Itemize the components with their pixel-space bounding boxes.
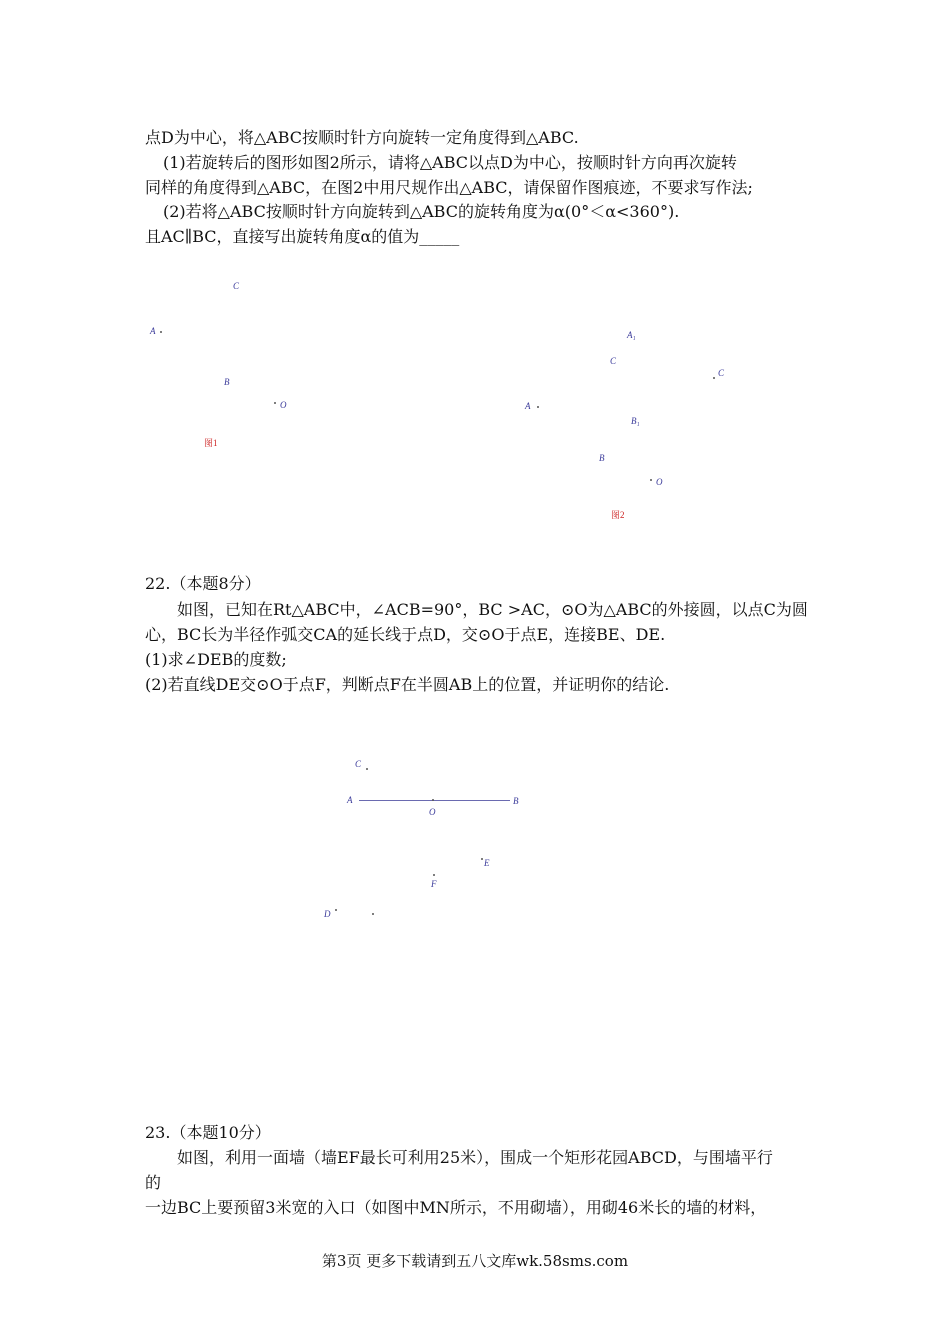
page-footer: 第3页 更多下载请到五八文库wk.58sms.com bbox=[321, 1252, 629, 1270]
q22-line-4: (2)若直线DE交⊙O于点F，判断点F在半圆AB上的位置，并证明你的结论. bbox=[145, 675, 670, 694]
q22-label-a: A bbox=[347, 795, 353, 805]
q22-diameter-ab bbox=[359, 800, 510, 801]
fig2-point-a bbox=[537, 406, 539, 408]
fig2-label-c: C bbox=[718, 368, 725, 378]
fig2-label-b1: B₁ bbox=[631, 416, 640, 426]
fig2-point-o bbox=[650, 479, 652, 481]
fig2-label-o: O bbox=[656, 477, 663, 487]
q22-label-c: C bbox=[355, 759, 362, 769]
q22-point-o bbox=[432, 799, 434, 801]
q21-line-1: 点D为中心，将△ABC按顺时针方向旋转一定角度得到△ABC. bbox=[145, 128, 579, 147]
q21-line-4: (2)若将△ABC按顺时针方向旋转到△ABC的旋转角度为α(0°＜α<360°). bbox=[163, 202, 680, 221]
q22-point-d bbox=[335, 909, 337, 911]
q23-heading: 23.（本题10分） bbox=[145, 1123, 271, 1142]
fig2-label-b: B bbox=[599, 453, 605, 463]
q22-point-c bbox=[366, 768, 368, 770]
fig1-point-a bbox=[160, 331, 162, 333]
fig1-label-b: B bbox=[224, 377, 230, 387]
fig2-label-c1: C bbox=[610, 356, 617, 366]
fig1-label-o: O bbox=[280, 400, 287, 410]
q21-line-2: (1)若旋转后的图形如图2所示，请将△ABC以点D为中心，按顺时针方向再次旋转 bbox=[163, 153, 737, 172]
q22-label-o: O bbox=[429, 807, 436, 817]
fig1-label-c: C bbox=[233, 281, 240, 291]
q22-point-f bbox=[433, 874, 435, 876]
fig1-caption: 图1 bbox=[204, 438, 218, 448]
q22-label-e: E bbox=[484, 858, 490, 868]
fig2-caption: 图2 bbox=[611, 510, 625, 520]
q22-point-e bbox=[481, 858, 483, 860]
fig2-label-a1: A₁ bbox=[627, 330, 636, 340]
q23-line-3: 一边BC上要预留3米宽的入口（如图中MN所示，不用砌墙），用砌46米长的墙的材料， bbox=[145, 1198, 767, 1217]
q22-line-2: 心，BC长为半径作弧交CA的延长线于点D，交⊙O于点E，连接BE、DE. bbox=[145, 625, 666, 644]
q23-line-2: 的 bbox=[145, 1173, 162, 1192]
q22-label-b: B bbox=[513, 796, 519, 806]
fig1-label-a: A bbox=[150, 326, 156, 336]
fig2-label-a: A bbox=[525, 401, 531, 411]
q23-line-1: 如图，利用一面墙（墙EF最长可利用25米），围成一个矩形花园ABCD，与围墙平行 bbox=[177, 1148, 773, 1167]
fig1-point-o bbox=[274, 402, 276, 404]
q21-line-3: 同样的角度得到△ABC，在图2中用尺规作出△ABC，请保留作图痕迹，不要求写作法; bbox=[145, 178, 753, 197]
q22-line-3: (1)求∠DEB的度数; bbox=[145, 650, 287, 669]
fig2-point-c bbox=[713, 377, 715, 379]
q21-line-5: 且AC∥BC，直接写出旋转角度α的值为_____ bbox=[145, 227, 460, 246]
q22-label-d: D bbox=[324, 909, 331, 919]
q22-line-1: 如图，已知在Rt△ABC中，∠ACB=90°，BC >AC，⊙O为△ABC的外接圆，以点C为圆 bbox=[177, 600, 808, 619]
q22-label-f: F bbox=[431, 879, 437, 889]
q22-arc-mark bbox=[372, 913, 374, 915]
q22-heading: 22.（本题8分） bbox=[145, 574, 261, 593]
